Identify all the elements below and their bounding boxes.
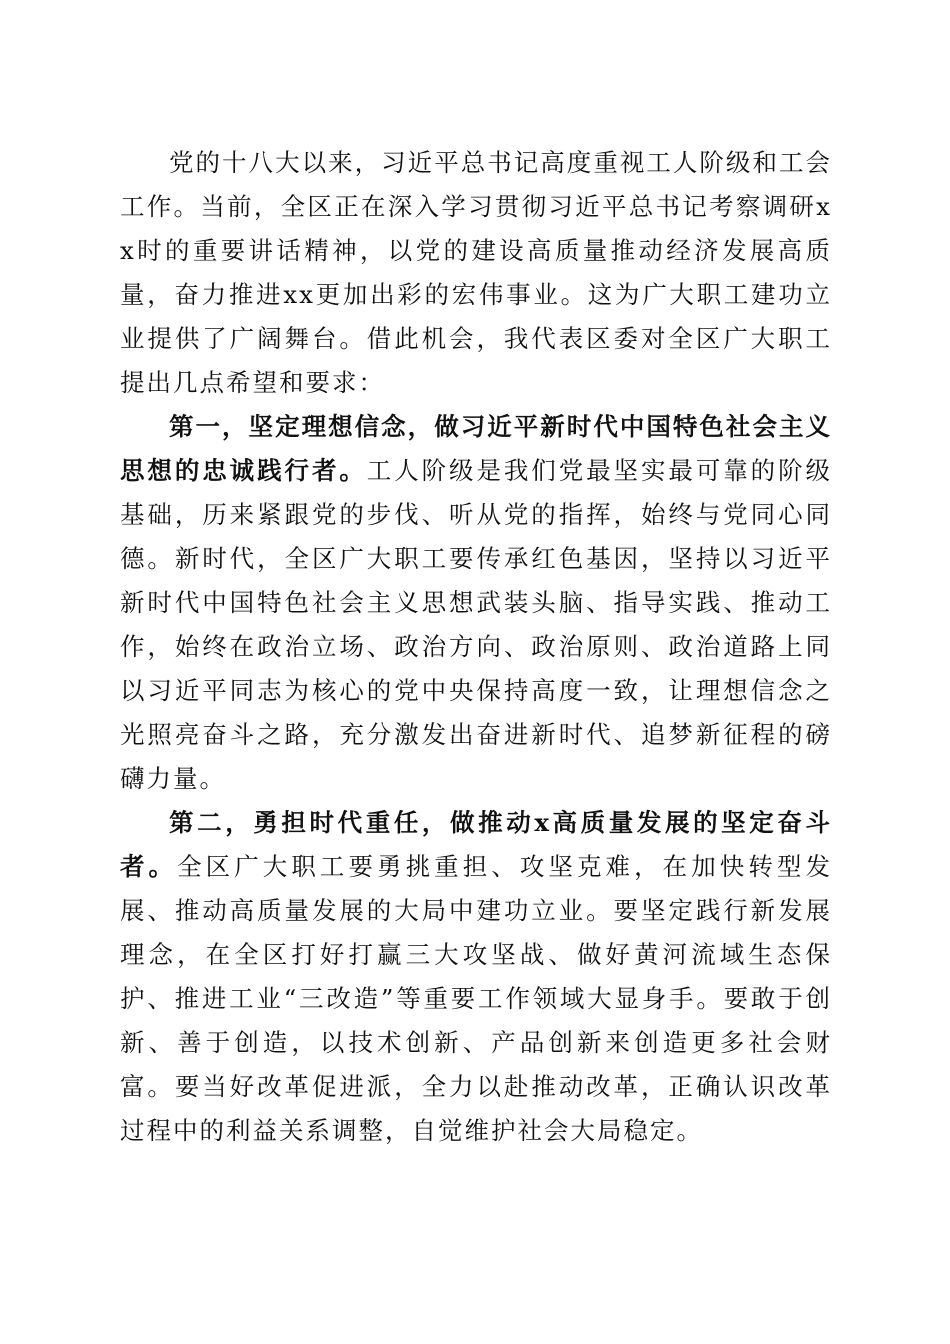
paragraph-point-one: [120, 405, 832, 801]
paragraph-intro: [120, 141, 832, 405]
paragraph-text: 党的十八大以来，习近平总书记高度重视工人阶级和工会工作。当前，全区正在深入学习贯彻习近平总书记考察调研xx时的重要讲话精神，以党的建设高质量推动经济发展高质量，奋力推进xx更加出彩的宏伟事业。这为广大职工建功立业提供了广阔舞台。借此机会，我代表区委对全区广大职工提出几点希望和要求：: [120, 148, 832, 397]
paragraph-text: 工人阶级是我们党最坚实最可靠的阶级基础，历来紧跟党的步伐、听从党的指挥，始终与党同心同德。新时代，全区广大职工要传承红色基因，坚持以习近平新时代中国特色社会主义思想武装头脑、指导实践、推动工作，始终在政治立场、政治方向、政治原则、政治道路上同以习近平同志为核心的党中央保持高度一致，让理想信念之光照亮奋斗之路，充分激发出奋进新时代、追梦新征程的磅礴力量。: [120, 456, 832, 793]
paragraph-lead: 第二，勇担时代重任，做推动x高质量发展的坚定奋斗者。: [120, 808, 832, 881]
paragraph-text: 全区广大职工要勇挑重担、攻坚克难，在加快转型发展、推动高质量发展的大局中建功立业。要坚定践行新发展理念，在全区打好打赢三大攻坚战、做好黄河流域生态保护、推进工业“三改造”等重要工作领域大显身手。要敢于创新、善于创造，以技术创新、产品创新来创造更多社会财富。要当好改革促进派，全力以赴推动改革，正确认识改革过程中的利益关系调整，自觉维护社会大局稳定。: [120, 852, 832, 1145]
paragraph-lead: 第一，坚定理想信念，做习近平新时代中国特色社会主义思想的忠诚践行者。: [120, 412, 832, 485]
document-body: [120, 141, 832, 1153]
paragraph-point-two: [120, 801, 832, 1153]
